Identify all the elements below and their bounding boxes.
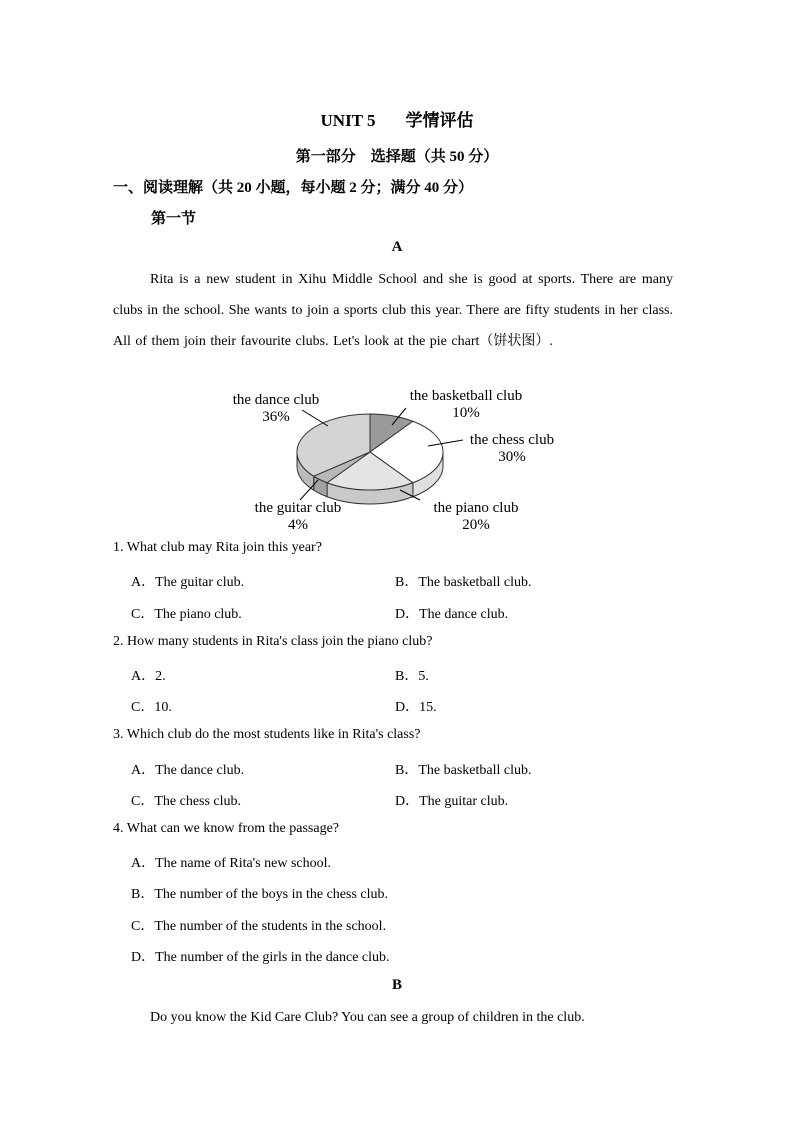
passage-a-letter: A <box>391 239 403 255</box>
unit-label: UNIT 5 <box>320 111 376 130</box>
pie-label-0: the basketball club <box>409 388 523 404</box>
q3-option-a[interactable]: A．The dance club. <box>131 763 245 778</box>
pie-value-2: 20% <box>462 517 490 533</box>
pie-label-4: the dance club <box>232 392 320 408</box>
q2-option-d[interactable]: D．15. <box>395 700 437 715</box>
unit-subtitle: 学情评估 <box>405 111 474 130</box>
subsection-heading: 第一节 <box>151 211 197 227</box>
q4-option-c[interactable]: C．The number of the students in the school. <box>131 919 387 934</box>
q3-option-b[interactable]: B．The basketball club. <box>395 763 532 778</box>
pie-label-2: the piano club <box>433 500 519 516</box>
pie-value-1: 30% <box>498 449 526 465</box>
pie-value-0: 10% <box>452 405 480 421</box>
q1-option-c[interactable]: C．The piano club. <box>131 607 242 622</box>
q1-option-b[interactable]: B．The basketball club. <box>395 575 532 590</box>
q3-option-d[interactable]: D．The guitar club. <box>395 794 509 809</box>
q4-option-d[interactable]: D．The number of the girls in the dance club. <box>131 950 390 965</box>
question-4: 4. What can we know from the passage? <box>113 821 339 836</box>
section-heading: 一、阅读理解（共 20 小题，每小题 2 分；满分 40 分） <box>113 180 474 196</box>
q3-option-c[interactable]: C．The chess club. <box>131 794 242 809</box>
pie-value-4: 36% <box>262 409 290 425</box>
q1-option-a[interactable]: A．The guitar club. <box>131 575 245 590</box>
pie-top-face <box>297 414 443 490</box>
leader-line-4 <box>302 410 328 426</box>
pie-value-3: 4% <box>288 517 308 533</box>
part-heading: 第一部分 选择题（共 50 分） <box>295 149 499 165</box>
q2-option-a[interactable]: A．2. <box>131 669 166 684</box>
q2-option-b[interactable]: B．5. <box>395 669 429 684</box>
question-2: 2. How many students in Rita's class join the piano club? <box>113 634 433 649</box>
pie-label-1: the chess club <box>469 432 555 448</box>
question-1: 1. What club may Rita join this year? <box>113 540 322 555</box>
passage-a-text: Rita is a new student in Xihu Middle School and she is good at sports. There are many clubs in the school. She wants to join a sports club this year. There are fifty students in her class. All of them join their favourite clubs. Let's look at the pie chart（饼状图）. <box>113 272 673 349</box>
pie-label-3: the guitar club <box>254 500 342 516</box>
question-3: 3. Which club do the most students like in Rita's class? <box>113 727 421 742</box>
passage-b-letter: B <box>391 977 402 993</box>
q4-option-a[interactable]: A．The name of Rita's new school. <box>131 856 332 871</box>
q4-option-b[interactable]: B．The number of the boys in the chess club. <box>131 887 389 902</box>
q1-option-d[interactable]: D．The dance club. <box>395 607 509 622</box>
q2-option-c[interactable]: C．10. <box>131 700 172 715</box>
passage-b-text: Do you know the Kid Care Club? You can see a group of children in the club. <box>150 1010 585 1025</box>
